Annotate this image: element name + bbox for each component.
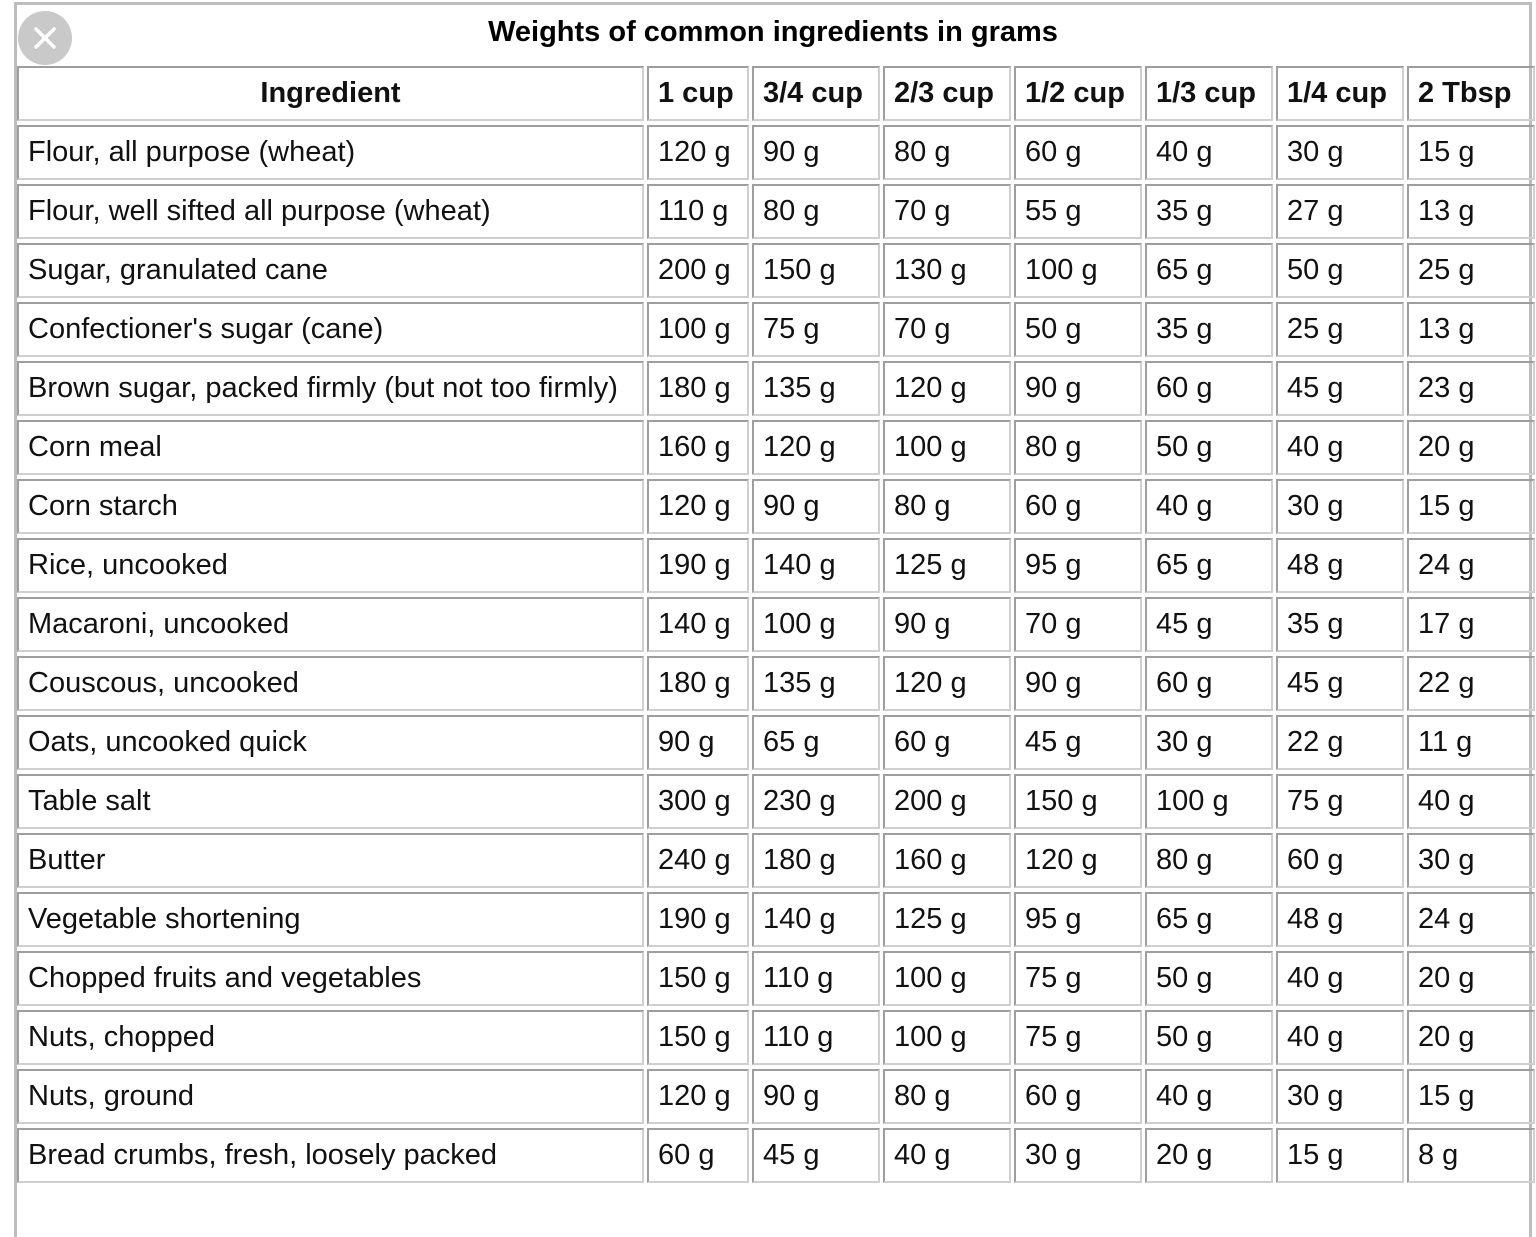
table-row [17, 243, 1535, 298]
cell-2-tbsp: 17 g [1407, 597, 1535, 652]
cell-3-4-cup: 110 g [752, 1010, 880, 1065]
cell-2-tbsp: 20 g [1407, 1010, 1535, 1065]
cell-3-4-cup: 180 g [752, 833, 880, 888]
cell-1-2-cup: 55 g [1014, 184, 1142, 239]
cell-ingredient: Sugar, granulated cane [17, 243, 644, 298]
cell-2-3-cup: 80 g [883, 479, 1011, 534]
cell-1-3-cup: 35 g [1145, 302, 1273, 357]
cell-1-cup: 300 g [647, 774, 749, 829]
cell-1-2-cup: 45 g [1014, 715, 1142, 770]
cell-1-cup: 180 g [647, 361, 749, 416]
cell-1-cup: 100 g [647, 302, 749, 357]
cell-1-cup: 160 g [647, 420, 749, 475]
header-1-3-cup: 1/3 cup [1145, 66, 1273, 121]
cell-3-4-cup: 45 g [752, 1128, 880, 1183]
close-icon [30, 23, 60, 53]
cell-1-2-cup: 90 g [1014, 656, 1142, 711]
cell-ingredient: Macaroni, uncooked [17, 597, 644, 652]
cell-2-3-cup: 80 g [883, 125, 1011, 180]
cell-2-tbsp: 23 g [1407, 361, 1535, 416]
cell-1-4-cup: 35 g [1276, 597, 1404, 652]
cell-ingredient: Flour, well sifted all purpose (wheat) [17, 184, 644, 239]
cell-2-3-cup: 70 g [883, 184, 1011, 239]
cell-3-4-cup: 90 g [752, 479, 880, 534]
cell-2-tbsp: 13 g [1407, 302, 1535, 357]
cell-1-2-cup: 90 g [1014, 361, 1142, 416]
cell-1-3-cup: 65 g [1145, 538, 1273, 593]
cell-2-tbsp: 30 g [1407, 833, 1535, 888]
header-1-cup: 1 cup [647, 66, 749, 121]
cell-1-2-cup: 75 g [1014, 1010, 1142, 1065]
cell-1-4-cup: 48 g [1276, 892, 1404, 947]
cell-2-tbsp: 24 g [1407, 538, 1535, 593]
cell-1-4-cup: 15 g [1276, 1128, 1404, 1183]
cell-1-2-cup: 30 g [1014, 1128, 1142, 1183]
cell-1-3-cup: 40 g [1145, 125, 1273, 180]
table-row [17, 597, 1535, 652]
cell-1-3-cup: 60 g [1145, 361, 1273, 416]
cell-1-cup: 240 g [647, 833, 749, 888]
table-row [17, 1128, 1535, 1183]
cell-1-4-cup: 48 g [1276, 538, 1404, 593]
cell-1-3-cup: 20 g [1145, 1128, 1273, 1183]
table-row [17, 774, 1535, 829]
cell-ingredient: Brown sugar, packed firmly (but not too firmly) [17, 361, 644, 416]
table-row [17, 361, 1535, 416]
cell-1-4-cup: 75 g [1276, 774, 1404, 829]
cell-1-cup: 90 g [647, 715, 749, 770]
cell-3-4-cup: 90 g [752, 125, 880, 180]
cell-1-4-cup: 45 g [1276, 656, 1404, 711]
cell-1-cup: 120 g [647, 125, 749, 180]
cell-1-cup: 110 g [647, 184, 749, 239]
cell-1-4-cup: 40 g [1276, 1010, 1404, 1065]
cell-ingredient: Butter [17, 833, 644, 888]
cell-1-2-cup: 60 g [1014, 479, 1142, 534]
cell-1-4-cup: 45 g [1276, 361, 1404, 416]
cell-2-tbsp: 20 g [1407, 951, 1535, 1006]
cell-ingredient: Chopped fruits and vegetables [17, 951, 644, 1006]
cell-2-3-cup: 40 g [883, 1128, 1011, 1183]
table-row [17, 125, 1535, 180]
table-row [17, 892, 1535, 947]
cell-1-2-cup: 70 g [1014, 597, 1142, 652]
cell-2-3-cup: 70 g [883, 302, 1011, 357]
cell-1-2-cup: 95 g [1014, 892, 1142, 947]
cell-1-cup: 150 g [647, 1010, 749, 1065]
cell-1-cup: 200 g [647, 243, 749, 298]
cell-3-4-cup: 135 g [752, 361, 880, 416]
cell-2-3-cup: 125 g [883, 538, 1011, 593]
cell-1-cup: 180 g [647, 656, 749, 711]
cell-2-tbsp: 15 g [1407, 1069, 1535, 1124]
cell-2-3-cup: 200 g [883, 774, 1011, 829]
cell-ingredient: Table salt [17, 774, 644, 829]
table-row [17, 951, 1535, 1006]
table-row [17, 656, 1535, 711]
cell-1-3-cup: 65 g [1145, 892, 1273, 947]
cell-3-4-cup: 75 g [752, 302, 880, 357]
cell-1-2-cup: 75 g [1014, 951, 1142, 1006]
cell-ingredient: Rice, uncooked [17, 538, 644, 593]
cell-1-4-cup: 40 g [1276, 420, 1404, 475]
cell-2-3-cup: 100 g [883, 1010, 1011, 1065]
header-row [17, 66, 1535, 121]
cell-2-3-cup: 60 g [883, 715, 1011, 770]
cell-ingredient: Bread crumbs, fresh, loosely packed [17, 1128, 644, 1183]
cell-1-3-cup: 60 g [1145, 656, 1273, 711]
cell-ingredient: Flour, all purpose (wheat) [17, 125, 644, 180]
cell-2-tbsp: 8 g [1407, 1128, 1535, 1183]
cell-1-4-cup: 22 g [1276, 715, 1404, 770]
cell-1-4-cup: 30 g [1276, 125, 1404, 180]
cell-2-tbsp: 25 g [1407, 243, 1535, 298]
header-3-4-cup: 3/4 cup [752, 66, 880, 121]
table-title: Weights of common ingredients in grams [488, 16, 1058, 48]
table-row [17, 833, 1535, 888]
cell-2-3-cup: 120 g [883, 361, 1011, 416]
cell-ingredient: Corn meal [17, 420, 644, 475]
cell-3-4-cup: 140 g [752, 892, 880, 947]
cell-3-4-cup: 100 g [752, 597, 880, 652]
cell-1-3-cup: 100 g [1145, 774, 1273, 829]
cell-1-3-cup: 40 g [1145, 1069, 1273, 1124]
cell-1-3-cup: 50 g [1145, 420, 1273, 475]
cell-1-2-cup: 60 g [1014, 125, 1142, 180]
cell-1-cup: 60 g [647, 1128, 749, 1183]
header-2-tbsp: 2 Tbsp [1407, 66, 1535, 121]
table-row [17, 715, 1535, 770]
cell-1-3-cup: 30 g [1145, 715, 1273, 770]
cell-1-3-cup: 50 g [1145, 951, 1273, 1006]
cell-ingredient: Corn starch [17, 479, 644, 534]
cell-3-4-cup: 110 g [752, 951, 880, 1006]
cell-1-2-cup: 50 g [1014, 302, 1142, 357]
cell-2-tbsp: 20 g [1407, 420, 1535, 475]
close-button[interactable] [18, 11, 72, 65]
cell-1-3-cup: 80 g [1145, 833, 1273, 888]
cell-1-3-cup: 35 g [1145, 184, 1273, 239]
cell-2-3-cup: 130 g [883, 243, 1011, 298]
table-row [17, 302, 1535, 357]
cell-2-tbsp: 15 g [1407, 479, 1535, 534]
header-2-3-cup: 2/3 cup [883, 66, 1011, 121]
cell-2-tbsp: 24 g [1407, 892, 1535, 947]
cell-1-3-cup: 45 g [1145, 597, 1273, 652]
cell-ingredient: Nuts, chopped [17, 1010, 644, 1065]
header-ingredient: Ingredient [17, 66, 644, 121]
cell-1-4-cup: 30 g [1276, 1069, 1404, 1124]
cell-3-4-cup: 150 g [752, 243, 880, 298]
cell-1-2-cup: 100 g [1014, 243, 1142, 298]
cell-2-3-cup: 100 g [883, 951, 1011, 1006]
cell-2-3-cup: 125 g [883, 892, 1011, 947]
cell-1-4-cup: 25 g [1276, 302, 1404, 357]
cell-1-cup: 190 g [647, 538, 749, 593]
cell-1-cup: 150 g [647, 951, 749, 1006]
cell-1-2-cup: 95 g [1014, 538, 1142, 593]
cell-1-4-cup: 27 g [1276, 184, 1404, 239]
cell-ingredient: Couscous, uncooked [17, 656, 644, 711]
cell-1-cup: 120 g [647, 479, 749, 534]
cell-ingredient: Confectioner's sugar (cane) [17, 302, 644, 357]
cell-1-4-cup: 30 g [1276, 479, 1404, 534]
cell-ingredient: Vegetable shortening [17, 892, 644, 947]
table-row [17, 420, 1535, 475]
cell-3-4-cup: 120 g [752, 420, 880, 475]
cell-2-tbsp: 15 g [1407, 125, 1535, 180]
ingredient-weights-table [14, 62, 1536, 1187]
table-row [17, 538, 1535, 593]
cell-2-tbsp: 13 g [1407, 184, 1535, 239]
cell-2-3-cup: 90 g [883, 597, 1011, 652]
table-row [17, 184, 1535, 239]
cell-2-3-cup: 120 g [883, 656, 1011, 711]
header-1-4-cup: 1/4 cup [1276, 66, 1404, 121]
cell-ingredient: Nuts, ground [17, 1069, 644, 1124]
cell-2-tbsp: 11 g [1407, 715, 1535, 770]
cell-3-4-cup: 230 g [752, 774, 880, 829]
cell-1-2-cup: 150 g [1014, 774, 1142, 829]
cell-3-4-cup: 90 g [752, 1069, 880, 1124]
cell-1-cup: 140 g [647, 597, 749, 652]
cell-3-4-cup: 80 g [752, 184, 880, 239]
cell-3-4-cup: 135 g [752, 656, 880, 711]
cell-3-4-cup: 140 g [752, 538, 880, 593]
cell-1-2-cup: 120 g [1014, 833, 1142, 888]
cell-1-4-cup: 60 g [1276, 833, 1404, 888]
cell-1-cup: 190 g [647, 892, 749, 947]
header-1-2-cup: 1/2 cup [1014, 66, 1142, 121]
cell-1-4-cup: 50 g [1276, 243, 1404, 298]
cell-2-tbsp: 40 g [1407, 774, 1535, 829]
cell-1-cup: 120 g [647, 1069, 749, 1124]
cell-2-tbsp: 22 g [1407, 656, 1535, 711]
cell-1-3-cup: 40 g [1145, 479, 1273, 534]
cell-2-3-cup: 80 g [883, 1069, 1011, 1124]
cell-1-4-cup: 40 g [1276, 951, 1404, 1006]
table-row [17, 479, 1535, 534]
cell-2-3-cup: 100 g [883, 420, 1011, 475]
cell-1-3-cup: 65 g [1145, 243, 1273, 298]
cell-1-2-cup: 80 g [1014, 420, 1142, 475]
cell-2-3-cup: 160 g [883, 833, 1011, 888]
cell-1-2-cup: 60 g [1014, 1069, 1142, 1124]
cell-1-3-cup: 50 g [1145, 1010, 1273, 1065]
cell-3-4-cup: 65 g [752, 715, 880, 770]
table-row [17, 1069, 1535, 1124]
table-row [17, 1010, 1535, 1065]
cell-ingredient: Oats, uncooked quick [17, 715, 644, 770]
